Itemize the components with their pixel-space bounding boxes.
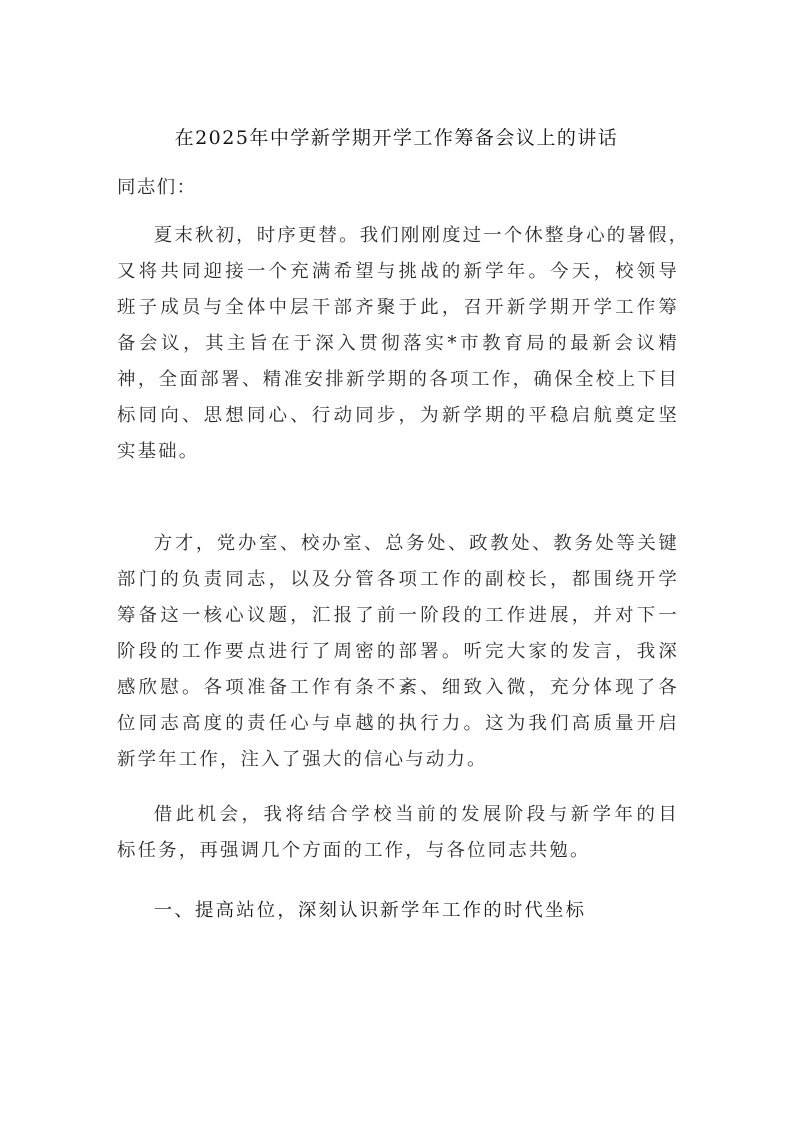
paragraph-line: 实基础。 [117, 441, 200, 462]
paragraph-line: 借此机会，我将结合学校当前的发展阶段与新学年的目 [153, 804, 679, 825]
paragraph-line: 新学年工作，注入了强大的信心与动力。 [117, 749, 488, 770]
paragraph-line: 标同向、思想同心、行动同步，为新学期的平稳启航奠定坚 [117, 405, 679, 426]
paragraph-line: 方才，党办室、校办室、总务处、政教处、教务处等关键 [153, 533, 679, 554]
salutation: 同志们： [117, 177, 197, 198]
paragraph-line: 班子成员与全体中层干部齐聚于此，召开新学期开学工作筹 [117, 297, 679, 318]
paragraph-reports [117, 526, 679, 778]
section-heading: 一、提高站位，深刻认识新学年工作的时代坐标 [153, 900, 587, 921]
paragraph-line: 筹备这一核心议题，汇报了前一阶段的工作进展，并对下一 [117, 605, 679, 626]
paragraph-line: 备会议，其主旨在于深入贯彻落实*市教育局的最新会议精 [117, 333, 679, 354]
paragraph-line: 神，全面部署、精准安排新学期的各项工作，确保全校上下目 [117, 369, 679, 390]
paragraph-line: 又将共同迎接一个充满希望与挑战的新学年。今天，校领导 [117, 261, 679, 282]
paragraph-line: 标任务，再强调几个方面的工作，与各位同志共勉。 [117, 840, 591, 861]
paragraph-line: 部门的负责同志，以及分管各项工作的副校长，都围绕开学 [117, 569, 679, 590]
paragraph-line: 位同志高度的责任心与卓越的执行力。这为我们高质量开启 [117, 713, 679, 734]
paragraph-line: 夏末秋初，时序更替。我们刚刚度过一个休整身心的暑假， [153, 225, 690, 246]
document-title: 在2025年中学新学期开学工作筹备会议上的讲话 [174, 127, 619, 149]
paragraph-opening [117, 218, 690, 470]
paragraph-line: 阶段的工作要点进行了周密的部署。听完大家的发言，我深 [117, 641, 679, 662]
paragraph-transition [117, 797, 679, 869]
paragraph-line: 感欣慰。各项准备工作有条不紊、细致入微，充分体现了各 [117, 677, 679, 698]
